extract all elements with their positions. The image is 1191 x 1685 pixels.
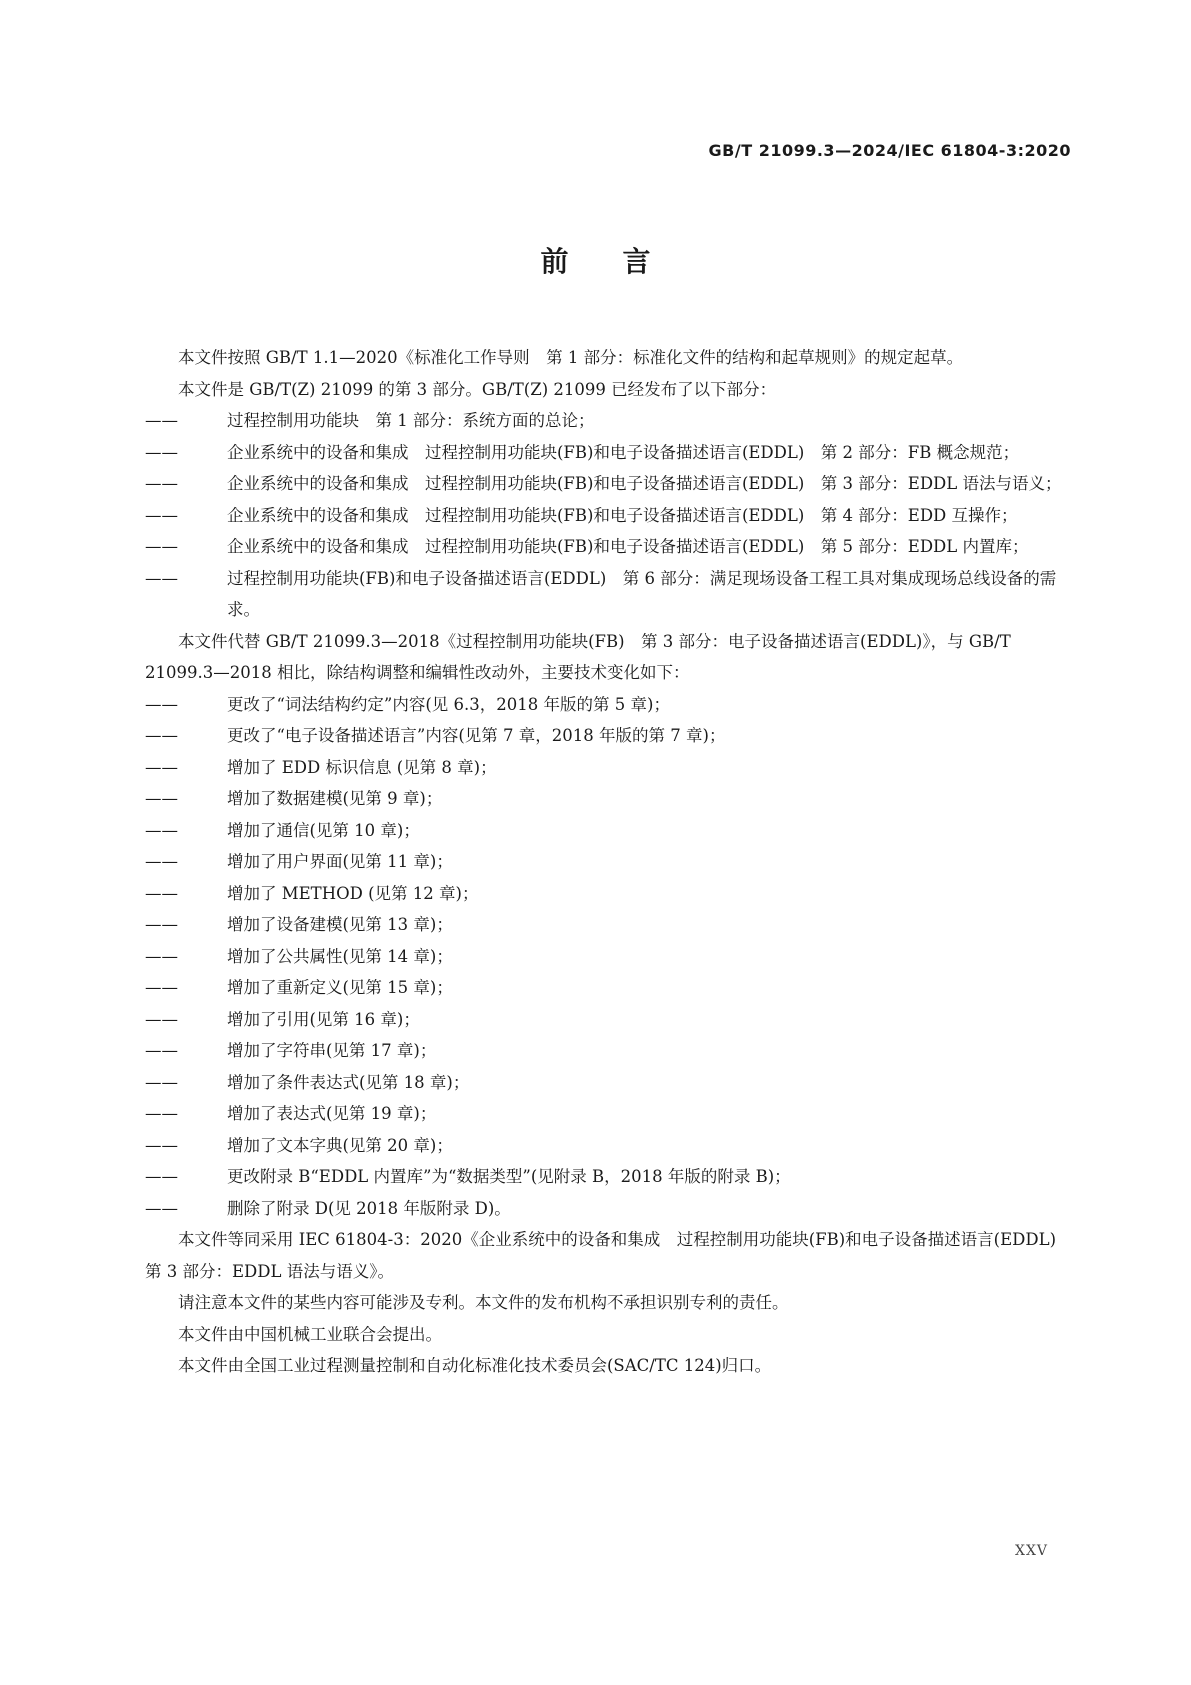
list-item: —— 增加了用户界面(见第 11 章)； [145,846,1067,878]
dash-mark: —— [145,757,178,777]
list-item: —— 企业系统中的设备和集成 过程控制用功能块(FB)和电子设备描述语言(EDDL) 第 2 部分：FB 概念规范； [145,437,1067,469]
list-item: —— 增加了 EDD 标识信息 (见第 8 章)； [145,752,1067,784]
page-number: XXV [1015,1543,1049,1559]
parts-list [145,405,1067,626]
paragraph: 本文件等同采用 IEC 61804-3：2020《企业系统中的设备和集成 过程控制用功能块(FB)和电子设备描述语言(EDDL) 第 3 部分：EDDL 语法与语义》。 [145,1230,1073,1281]
list-item: —— 删除了附录 D(见 2018 年版附录 D)。 [145,1193,1067,1225]
list-item: —— 更改了“词法结构约定”内容(见 6.3，2018 年版的第 5 章)； [145,689,1067,721]
paragraph: 本文件按照 GB/T 1.1—2020《标准化工作导则 第 1 部分：标准化文件的结构和起草规则》的规定起草。 [178,348,964,367]
dash-mark: —— [145,1009,178,1029]
list-item: —— 过程控制用功能块(FB)和电子设备描述语言(EDDL) 第 6 部分：满足现场设备工程工具对集成现场总线设备的需求。 [145,563,1067,626]
list-item: —— 增加了通信(见第 10 章)； [145,815,1067,847]
dash-mark: —— [145,726,178,745]
dash-mark: —— [145,568,178,588]
list-item: —— 增加了重新定义(见第 15 章)； [145,972,1067,1004]
paragraph: 本文件是 GB/T(Z) 21099 的第 3 部分。GB/T(Z) 21099 已经发布了以下部分： [178,379,777,399]
list-item: —— 增加了表达式(见第 19 章)； [145,1098,1067,1130]
list-item: —— 增加了字符串(见第 17 章)； [145,1035,1067,1067]
dash-mark: —— [145,1104,178,1123]
list-item: —— 企业系统中的设备和集成 过程控制用功能块(FB)和电子设备描述语言(EDDL) 第 3 部分：EDDL 语法与语义； [145,468,1067,500]
list-item: —— 企业系统中的设备和集成 过程控制用功能块(FB)和电子设备描述语言(EDDL) 第 4 部分：EDD 互操作； [145,500,1067,532]
list-item: —— 增加了条件表达式(见第 18 章)； [145,1067,1067,1099]
list-item: —— 增加了 METHOD (见第 12 章)； [145,878,1067,910]
paragraph: 本文件由中国机械工业联合会提出。 [178,1324,442,1344]
dash-mark: —— [145,883,178,903]
dash-mark: —— [145,474,178,493]
dash-mark: —— [145,1135,178,1155]
list-item: —— 企业系统中的设备和集成 过程控制用功能块(FB)和电子设备描述语言(EDDL) 第 5 部分：EDDL 内置库； [145,531,1067,563]
dash-mark: —— [145,1167,178,1186]
dash-mark: —— [145,442,178,462]
paragraph: 请注意本文件的某些内容可能涉及专利。本文件的发布机构不承担识别专利的责任。 [178,1293,789,1312]
paragraph-replacement: 本文件代替 GB/T 21099.3—2018《过程控制用功能块(FB) 第 3 部分：电子设备描述语言(EDDL)》，与 GB/T 21099.3—2018 相比，除结构调整和编辑性改动外，主要技术变化如下： [145,631,1011,682]
list-item: —— 更改附录 B“EDDL 内置库”为“数据类型”(见附录 B，2018 年版的附录 B)； [145,1161,1067,1193]
list-item: —— 增加了公共属性(见第 14 章)； [145,941,1067,973]
standard-number: GB/T 21099.3—2024/IEC 61804-3:2020 [708,141,1071,160]
list-item: —— 增加了引用(见第 16 章)； [145,1004,1067,1036]
list-item: —— 增加了数据建模(见第 9 章)； [145,783,1067,815]
paragraph: 本文件由全国工业过程测量控制和自动化标准化技术委员会(SAC/TC 124)归口。 [178,1356,772,1375]
dash-mark: —— [145,978,178,997]
dash-mark: —— [145,1041,178,1060]
list-item: —— 更改了“电子设备描述语言”内容(见第 7 章，2018 年版的第 7 章)； [145,720,1067,752]
document-body [145,342,1073,1382]
list-item: —— 增加了文本字典(见第 20 章)； [145,1130,1067,1162]
dash-mark: —— [145,789,178,808]
page-title: 前言 [540,245,705,278]
dash-mark: —— [145,1072,178,1092]
dash-mark: —— [145,915,178,934]
dash-mark: —— [145,537,178,556]
list-item: —— 增加了设备建模(见第 13 章)； [145,909,1067,941]
dash-mark: —— [145,505,178,525]
changes-list [145,689,1067,1225]
dash-mark: —— [145,852,178,871]
dash-mark: —— [145,411,178,430]
list-item: —— 过程控制用功能块 第 1 部分：系统方面的总论； [145,405,1067,437]
dash-mark: —— [145,820,178,840]
dash-mark: —— [145,946,178,966]
dash-mark: —— [145,694,178,714]
dash-mark: —— [145,1198,178,1218]
